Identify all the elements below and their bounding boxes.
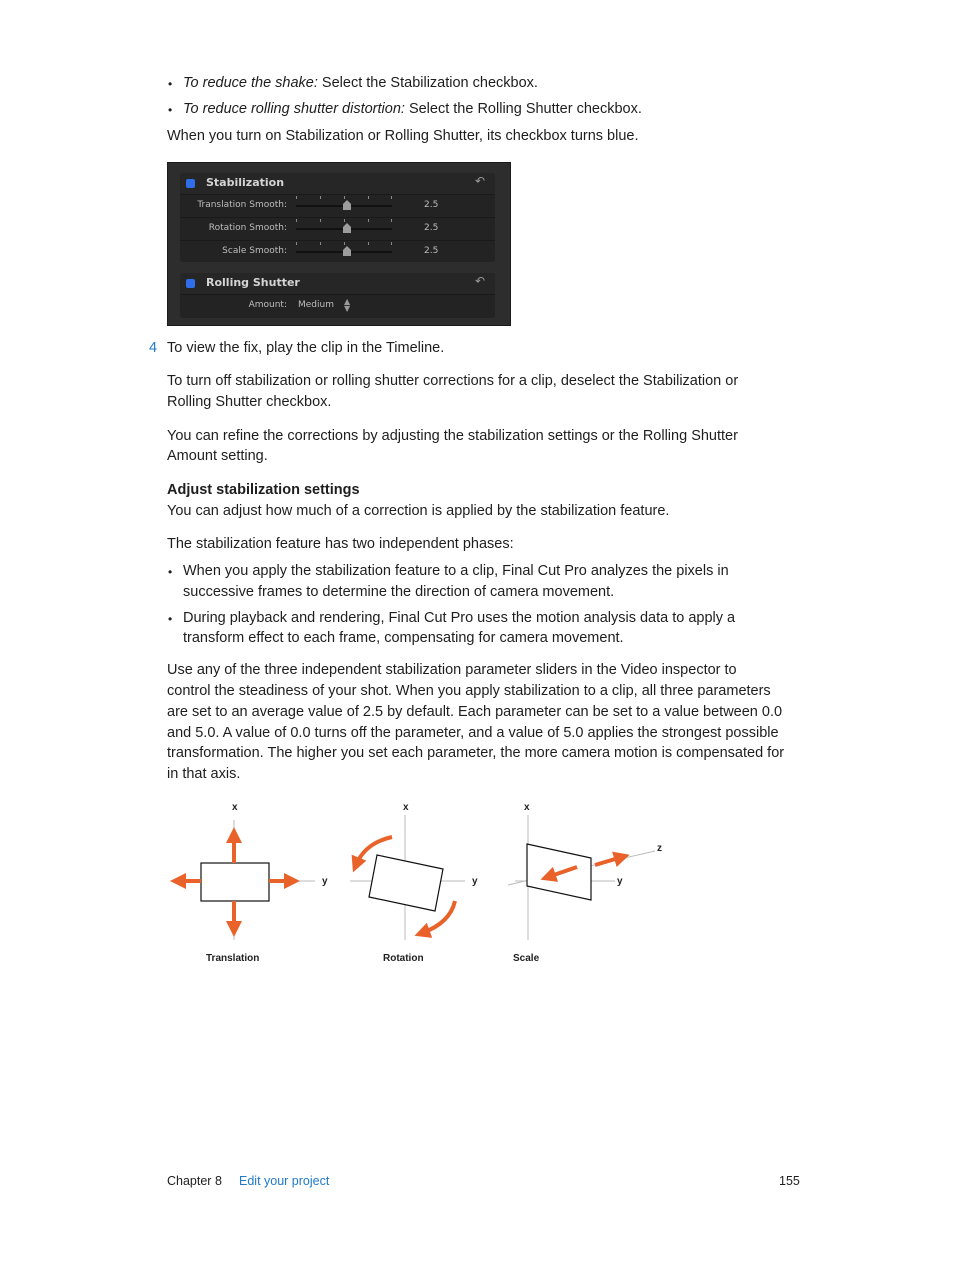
axis-x-label: x [232, 802, 238, 813]
caption-scale: Scale [513, 953, 540, 964]
phase2-line2: transform effect to each frame, compensating for camera movement. [183, 630, 624, 646]
bullet-lead: To reduce rolling shutter distortion: [183, 101, 405, 117]
body-line2: control the steadiness of your shot. When you apply stabilization to a clip, all three parameters [167, 683, 771, 699]
page-number: 155 [779, 1174, 800, 1188]
phases-intro: The stabilization feature has two independent phases: [167, 536, 514, 552]
paragraph-refine-line2: Amount setting. [167, 448, 268, 464]
bullet-text: Select the Rolling Shutter checkbox. [404, 101, 642, 117]
param-value[interactable]: 2.5 [424, 223, 439, 233]
axis-y-label: y [617, 876, 623, 887]
param-value[interactable]: 2.5 [424, 200, 439, 210]
rolling-shutter-title: Rolling Shutter [206, 276, 300, 289]
rolling-shutter-header [180, 273, 495, 294]
reset-arrow-icon[interactable]: ↶ [474, 174, 485, 188]
amount-label: Amount: [248, 300, 287, 310]
updown-chevron-icon[interactable]: ▲ ▼ [344, 297, 351, 313]
axis-y-label: y [322, 876, 328, 887]
param-label: Translation Smooth: [197, 200, 287, 210]
bullet-dot: • [168, 565, 173, 579]
slider-thumb[interactable] [343, 223, 351, 233]
param-label: Scale Smooth: [222, 246, 287, 256]
footer-chapter-link[interactable]: Edit your project [239, 1174, 330, 1188]
phase1-line1: When you apply the stabilization feature to a clip, Final Cut Pro analyzes the pixels in [183, 563, 729, 579]
bullet-reduce-rolling [183, 99, 642, 120]
translation-diagram [170, 802, 328, 964]
param-row-translation [180, 194, 495, 217]
body-line6: in that axis. [167, 766, 241, 782]
body-line3: are set to an average value of 2.5 by default. Each parameter can be set to a value between 0.0 [167, 704, 783, 720]
bullet-reduce-shake [183, 73, 538, 94]
paragraph-refine-line1: You can refine the corrections by adjusting the stabilization settings or the Rolling Shutter [167, 428, 738, 444]
paragraph-turn-on: When you turn on Stabilization or Rolling Shutter, its checkbox turns blue. [167, 128, 639, 144]
body-line5: transformation. The higher you set each parameter, the more camera motion is compensated for [167, 745, 785, 761]
phase2-line1: During playback and rendering, Final Cut Pro uses the motion analysis data to apply a [183, 610, 736, 626]
section-heading: Adjust stabilization settings [167, 482, 360, 498]
scale-diagram [508, 802, 662, 964]
phase1-line2: successive frames to determine the direction of camera movement. [183, 584, 615, 600]
translation-smooth-slider[interactable] [296, 205, 392, 207]
body-line4: and 5.0. A value of 0.0 turns off the parameter, and a value of 5.0 applies the strongest possible [167, 725, 779, 741]
param-row-rotation [180, 217, 495, 240]
stabilization-axes-diagram [160, 795, 680, 975]
stabilization-group [180, 173, 495, 262]
axis-y-label: y [472, 876, 478, 887]
section-intro: You can adjust how much of a correction is applied by the stabilization feature. [167, 503, 670, 519]
scale-out-arrow-icon [595, 857, 622, 865]
rotation-smooth-slider[interactable] [296, 228, 392, 230]
footer-chapter: Chapter 8 [167, 1174, 222, 1188]
step-number: 4 [149, 340, 158, 356]
reset-arrow-icon[interactable]: ↶ [474, 274, 485, 288]
param-value[interactable]: 2.5 [424, 246, 439, 256]
bullet-lead: To reduce the shake: [183, 75, 318, 91]
step-text: To view the fix, play the clip in the Timeline. [167, 340, 445, 356]
axis-z-label: z [657, 843, 662, 854]
paragraph-turn-off-line2: Rolling Shutter checkbox. [167, 394, 332, 410]
body-line1: Use any of the three independent stabilization parameter sliders in the Video inspector to [167, 662, 737, 678]
bullet-text: Select the Stabilization checkbox. [317, 75, 538, 91]
paragraph-turn-off-line1: To turn off stabilization or rolling shutter corrections for a clip, deselect the Stabilization or [167, 373, 739, 389]
amount-popup-value[interactable]: Medium [298, 300, 334, 310]
stabilization-checkbox[interactable] [186, 179, 195, 188]
axis-x-label: x [524, 802, 530, 813]
bullet-dot: • [168, 612, 173, 626]
video-inspector [167, 162, 511, 326]
caption-translation: Translation [206, 953, 260, 964]
slider-thumb[interactable] [343, 200, 351, 210]
param-row-scale [180, 240, 495, 263]
rolling-shutter-checkbox[interactable] [186, 279, 195, 288]
amount-row [180, 294, 495, 317]
caption-rotation: Rotation [383, 953, 424, 964]
slider-thumb[interactable] [343, 246, 351, 256]
stabilization-title: Stabilization [206, 176, 285, 189]
rolling-shutter-group [180, 273, 495, 318]
scale-smooth-slider[interactable] [296, 251, 392, 253]
rotation-diagram [350, 802, 478, 964]
param-label: Rotation Smooth: [208, 223, 287, 233]
bullet-dot: • [168, 103, 173, 117]
stabilization-header [180, 173, 495, 194]
bullet-dot: • [168, 77, 173, 91]
axis-x-label: x [403, 802, 409, 813]
